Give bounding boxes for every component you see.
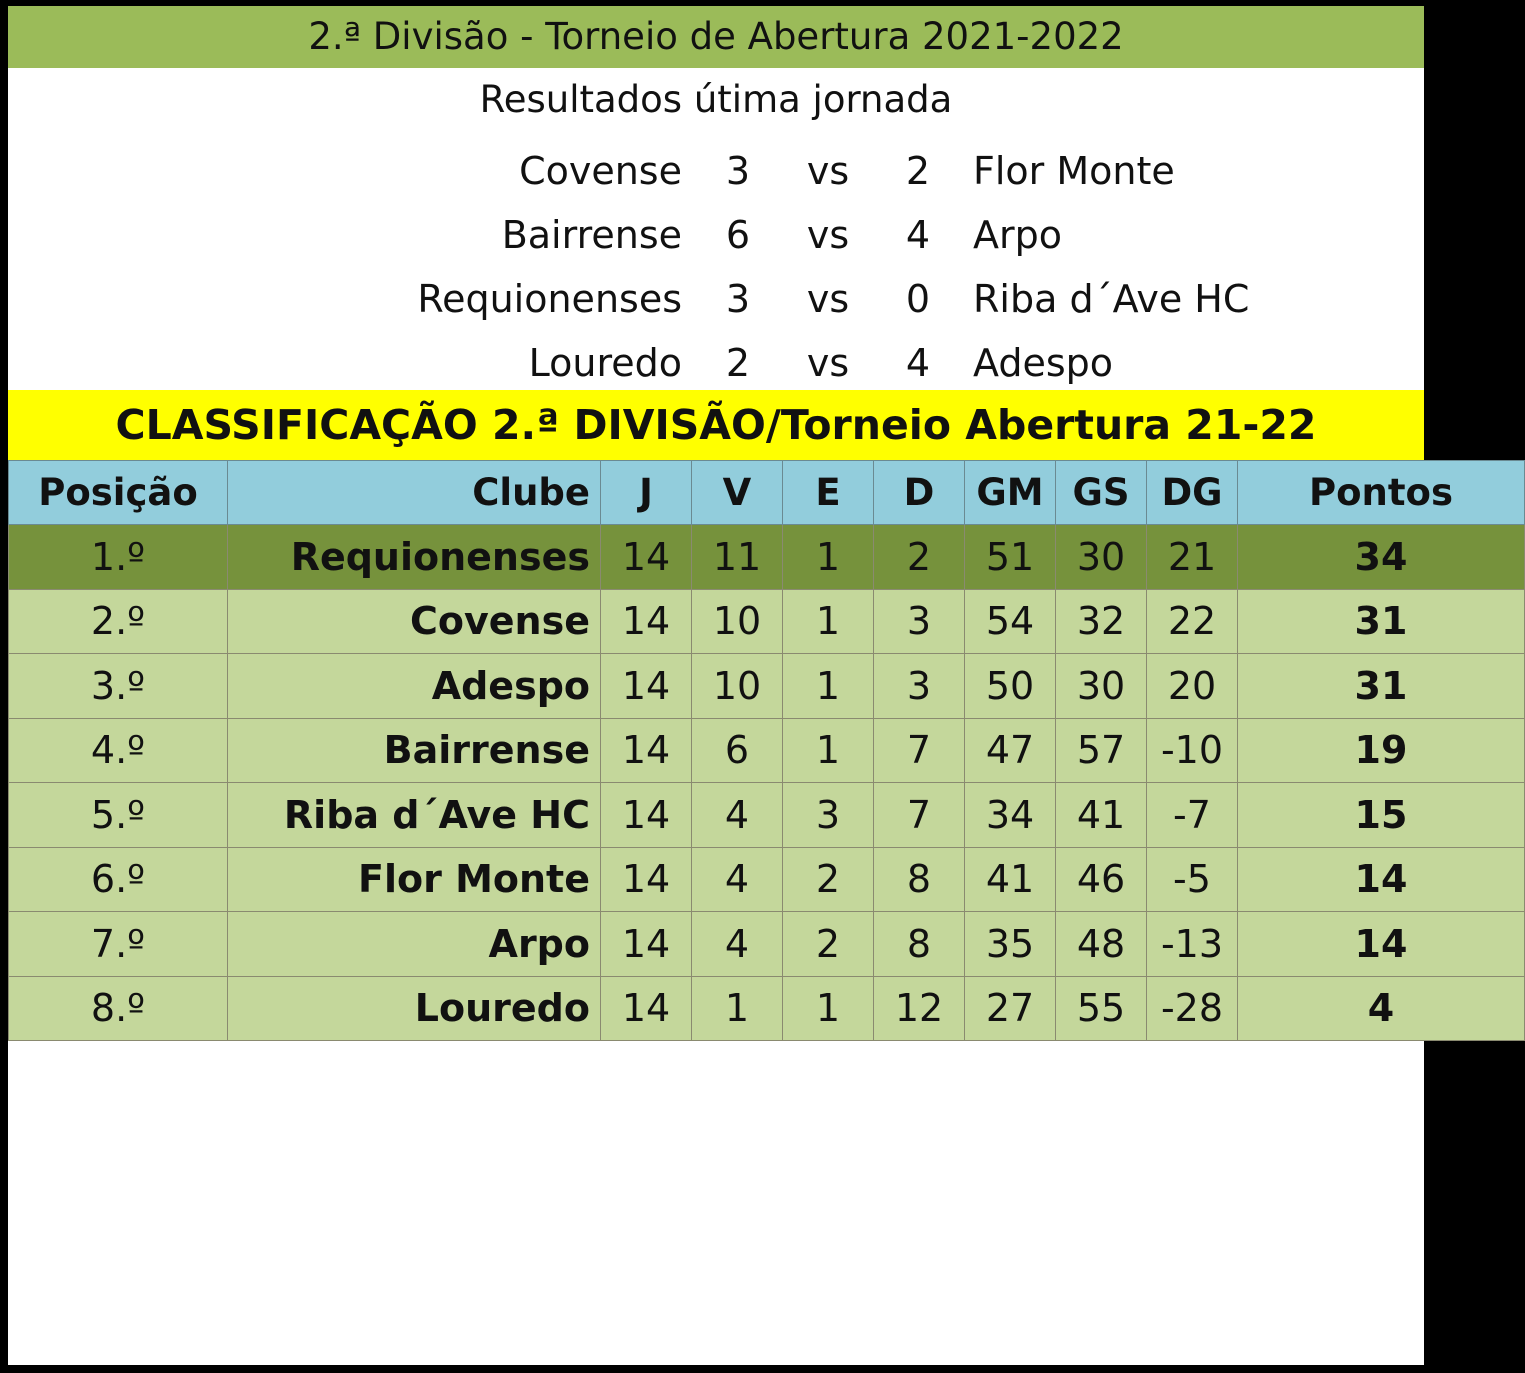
col-header-goals-for: GM	[965, 461, 1056, 525]
wins-cell: 10	[692, 589, 783, 654]
home-team: Bairrense	[501, 213, 682, 257]
col-header-points: Pontos	[1238, 461, 1525, 525]
goals-against-cell: 41	[1056, 783, 1147, 848]
col-header-club: Clube	[228, 461, 601, 525]
points-cell: 31	[1238, 654, 1525, 719]
goals-for-cell: 54	[965, 589, 1056, 654]
away-score: 0	[905, 277, 931, 321]
match-row	[8, 141, 1424, 201]
wins-cell: 11	[692, 525, 783, 590]
games-cell: 14	[601, 847, 692, 912]
goal-diff-cell: -28	[1147, 976, 1238, 1041]
home-score: 3	[725, 149, 751, 193]
draws-cell: 2	[783, 912, 874, 977]
club-cell: Adespo	[228, 654, 601, 719]
goal-diff-cell: 22	[1147, 589, 1238, 654]
home-team: Covense	[519, 149, 682, 193]
position-cell: 8.º	[9, 976, 228, 1041]
points-cell: 14	[1238, 847, 1525, 912]
points-cell: 31	[1238, 589, 1525, 654]
games-cell: 14	[601, 718, 692, 783]
table-row	[9, 847, 1525, 912]
goal-diff-cell: -7	[1147, 783, 1238, 848]
goals-against-cell: 30	[1056, 525, 1147, 590]
versus-label: vs	[806, 213, 850, 257]
losses-cell: 3	[874, 654, 965, 719]
home-team: Louredo	[528, 341, 682, 385]
match-row	[8, 333, 1424, 393]
goal-diff-cell: -13	[1147, 912, 1238, 977]
goals-against-cell: 48	[1056, 912, 1147, 977]
position-cell: 4.º	[9, 718, 228, 783]
table-row	[9, 912, 1525, 977]
games-cell: 14	[601, 912, 692, 977]
away-score: 4	[905, 341, 931, 385]
wins-cell: 4	[692, 912, 783, 977]
club-cell: Flor Monte	[228, 847, 601, 912]
position-cell: 3.º	[9, 654, 228, 719]
goal-diff-cell: 20	[1147, 654, 1238, 719]
games-cell: 14	[601, 654, 692, 719]
goals-for-cell: 35	[965, 912, 1056, 977]
versus-label: vs	[806, 277, 850, 321]
col-header-position: Posição	[9, 461, 228, 525]
home-score: 3	[725, 277, 751, 321]
away-team: Flor Monte	[973, 149, 1175, 193]
away-team: Adespo	[973, 341, 1113, 385]
col-header-wins: V	[692, 461, 783, 525]
home-score: 2	[725, 341, 751, 385]
wins-cell: 1	[692, 976, 783, 1041]
goals-for-cell: 41	[965, 847, 1056, 912]
table-row	[9, 654, 1525, 719]
away-team: Arpo	[973, 213, 1062, 257]
games-cell: 14	[601, 976, 692, 1041]
position-cell: 2.º	[9, 589, 228, 654]
table-row	[9, 718, 1525, 783]
table-header-row	[9, 461, 1525, 525]
position-cell: 6.º	[9, 847, 228, 912]
losses-cell: 2	[874, 525, 965, 590]
classification-title: CLASSIFICAÇÃO 2.ª DIVISÃO/Torneio Abertura 21-22	[8, 390, 1424, 460]
club-cell: Riba d´Ave HC	[228, 783, 601, 848]
versus-label: vs	[806, 341, 850, 385]
home-team: Requionenses	[417, 277, 682, 321]
goals-against-cell: 46	[1056, 847, 1147, 912]
draws-cell: 1	[783, 718, 874, 783]
results-heading: Resultados útima jornada	[479, 78, 953, 121]
col-header-goal-diff: DG	[1147, 461, 1238, 525]
goal-diff-cell: -10	[1147, 718, 1238, 783]
games-cell: 14	[601, 525, 692, 590]
goals-for-cell: 27	[965, 976, 1056, 1041]
goals-for-cell: 51	[965, 525, 1056, 590]
away-score: 4	[905, 213, 931, 257]
table-row	[9, 783, 1525, 848]
draws-cell: 3	[783, 783, 874, 848]
away-score: 2	[905, 149, 931, 193]
match-row	[8, 269, 1424, 329]
page-title: 2.ª Divisão - Torneio de Abertura 2021-2022	[8, 6, 1424, 68]
wins-cell: 4	[692, 847, 783, 912]
col-header-losses: D	[874, 461, 965, 525]
goals-for-cell: 34	[965, 783, 1056, 848]
losses-cell: 8	[874, 912, 965, 977]
sheet	[8, 6, 1453, 1365]
goals-for-cell: 50	[965, 654, 1056, 719]
club-cell: Louredo	[228, 976, 601, 1041]
table-row	[9, 976, 1525, 1041]
draws-cell: 1	[783, 654, 874, 719]
wins-cell: 4	[692, 783, 783, 848]
wins-cell: 6	[692, 718, 783, 783]
away-team: Riba d´Ave HC	[973, 277, 1250, 321]
losses-cell: 7	[874, 783, 965, 848]
losses-cell: 8	[874, 847, 965, 912]
points-cell: 14	[1238, 912, 1525, 977]
goals-for-cell: 47	[965, 718, 1056, 783]
club-cell: Bairrense	[228, 718, 601, 783]
games-cell: 14	[601, 783, 692, 848]
col-header-goals-against: GS	[1056, 461, 1147, 525]
club-cell: Covense	[228, 589, 601, 654]
col-header-games: J	[601, 461, 692, 525]
position-cell: 7.º	[9, 912, 228, 977]
points-cell: 34	[1238, 525, 1525, 590]
club-cell: Arpo	[228, 912, 601, 977]
table-row	[9, 525, 1525, 590]
points-cell: 4	[1238, 976, 1525, 1041]
position-cell: 5.º	[9, 783, 228, 848]
table-row	[9, 589, 1525, 654]
club-cell: Requionenses	[228, 525, 601, 590]
col-header-draws: E	[783, 461, 874, 525]
points-cell: 19	[1238, 718, 1525, 783]
games-cell: 14	[601, 589, 692, 654]
points-cell: 15	[1238, 783, 1525, 848]
losses-cell: 12	[874, 976, 965, 1041]
draws-cell: 1	[783, 976, 874, 1041]
versus-label: vs	[806, 149, 850, 193]
goals-against-cell: 55	[1056, 976, 1147, 1041]
draws-cell: 1	[783, 525, 874, 590]
goals-against-cell: 57	[1056, 718, 1147, 783]
match-row	[8, 205, 1424, 265]
losses-cell: 3	[874, 589, 965, 654]
goals-against-cell: 30	[1056, 654, 1147, 719]
position-cell: 1.º	[9, 525, 228, 590]
wins-cell: 10	[692, 654, 783, 719]
goal-diff-cell: -5	[1147, 847, 1238, 912]
draws-cell: 1	[783, 589, 874, 654]
goals-against-cell: 32	[1056, 589, 1147, 654]
standings-table	[8, 460, 1525, 1041]
draws-cell: 2	[783, 847, 874, 912]
home-score: 6	[725, 213, 751, 257]
goal-diff-cell: 21	[1147, 525, 1238, 590]
losses-cell: 7	[874, 718, 965, 783]
